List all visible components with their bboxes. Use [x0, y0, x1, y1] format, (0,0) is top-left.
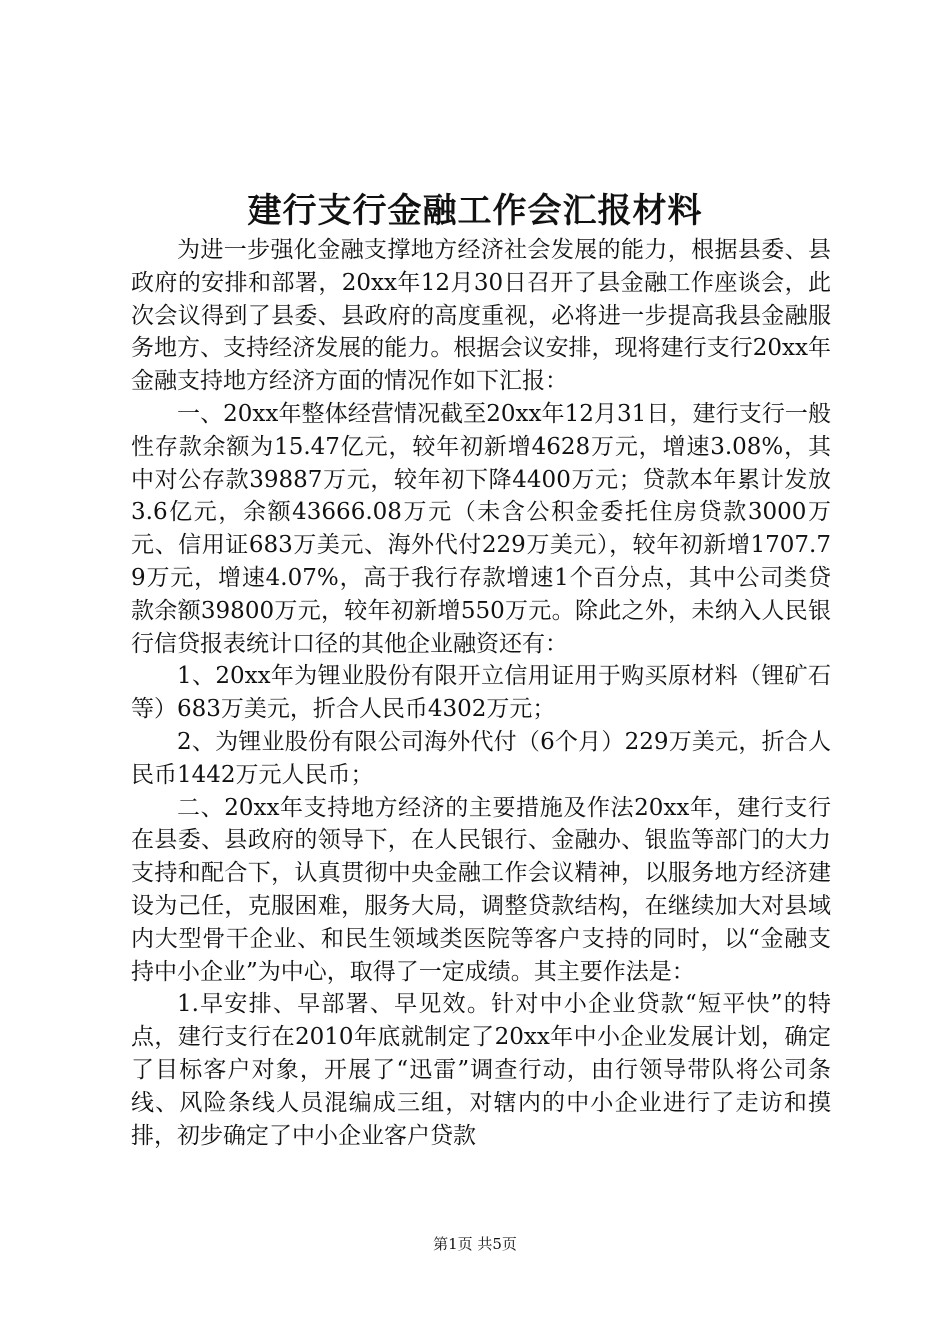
paragraph-intro: 为进一步强化金融支撑地方经济社会发展的能力，根据县委、县政府的安排和部署，20xx年12月30日召开了县金融工作座谈会，此次会议得到了县委、县政府的高度重视，必将进一步提高我县金融服务地方、支持经济发展的能力。根据会议安排，现将建行支行20xx年金融支持地方经济方面的情况作如下汇报： [131, 237, 831, 395]
document-body [131, 234, 831, 1152]
paragraph-item-two: 2、为锂业股份有限公司海外代付（6个月）229万美元，折合人民币1442万元人民币； [131, 728, 831, 788]
document-title: 建行支行金融工作会汇报材料 [247, 191, 703, 231]
paragraph-item-one: 1、20xx年为锂业股份有限开立信用证用于购买原材料（锂矿石等）683万美元，折合人民币4302万元； [131, 663, 831, 723]
page-number-footer: 第1页 共5页 [433, 1235, 517, 1253]
paragraph-section-one: 一、20xx年整体经营情况截至20xx年12月31日，建行支行一般性存款余额为15.47亿元，较年初新增4628万元，增速3.08%，其中对公存款39887万元，较年初下降4400万元；贷款本年累计发放3.6亿元，余额43666.08万元（未含公积金委托住房贷款3000万元、信用证683万美元、海外代付229万美元），较年初新增1707.79万元，增速4.07%，高于我行存款增速1个百分点，其中公司类贷款余额39800万元，较年初新增550万元。除此之外，未纳入人民银行信贷报表统计口径的其他企业融资还有： [131, 400, 831, 657]
paragraph-measure-one: 1.早安排、早部署、早见效。针对中小企业贷款“短平快”的特点，建行支行在2010年底就制定了20xx年中小企业发展计划，确定了目标客户对象，开展了“迅雷”调查行动，由行领导带队将公司条线、风险条线人员混编成三组，对辖内的中小企业进行了走访和摸排，初步确定了中小企业客户贷款 [131, 991, 831, 1149]
paragraph-section-two: 二、20xx年支持地方经济的主要措施及作法20xx年，建行支行在县委、县政府的领导下，在人民银行、金融办、银监等部门的大力支持和配合下，认真贯彻中央金融工作会议精神，以服务地方经济建设为己任，克服困难，服务大局，调整贷款结构，在继续加大对县域内大型骨干企业、和民生领域类医院等客户支持的同时，以“金融支持中小企业”为中心，取得了一定成绩。其主要作法是： [131, 794, 831, 985]
